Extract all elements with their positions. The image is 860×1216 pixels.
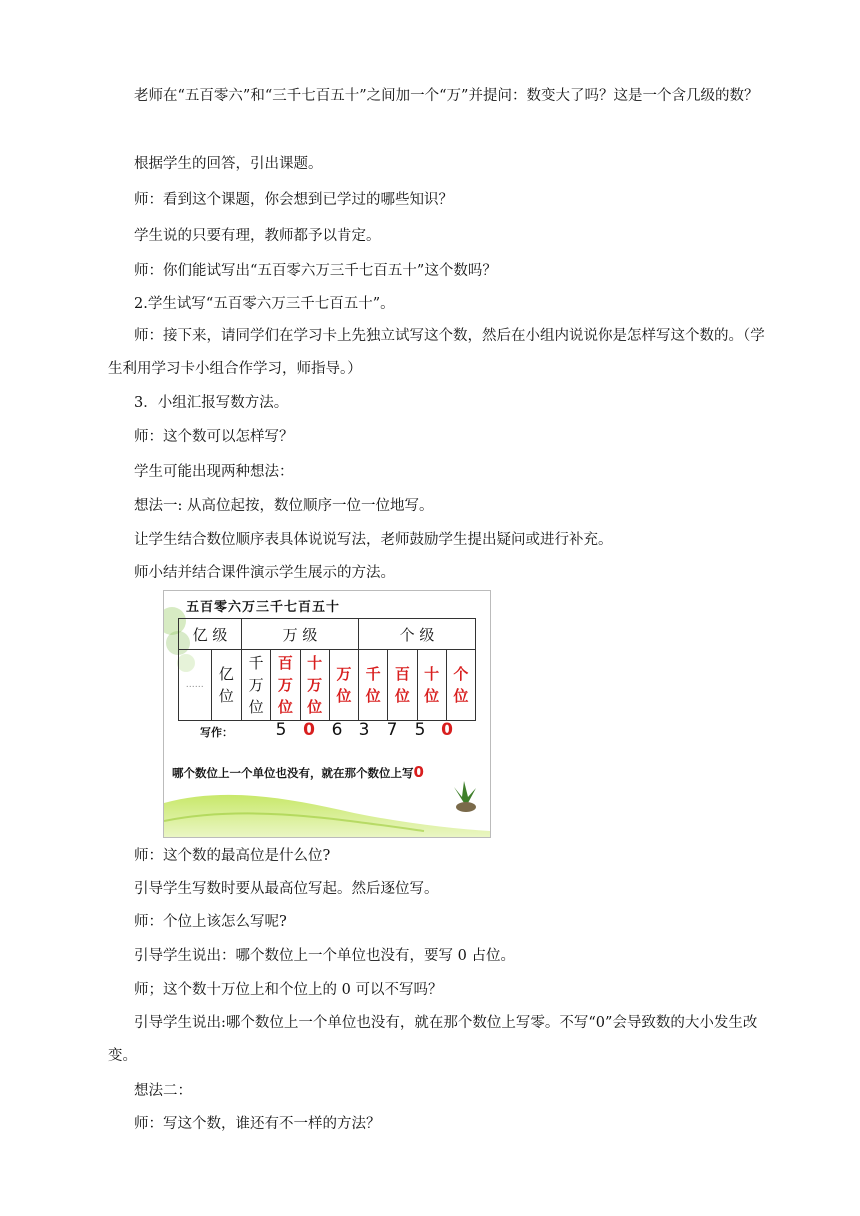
paragraph: 师小结并结合课件演示学生展示的方法。: [134, 565, 395, 581]
paragraph-intro: 老师在“五百零六”和“三千七百五十”之间加一个“万”并提问：数变大了吗？这是一个含几级的数？: [134, 88, 759, 104]
note-zero: 0: [413, 763, 424, 781]
level-ge: 个 级: [359, 619, 476, 650]
written-digit: 0: [303, 720, 315, 740]
paragraph: 引导学生写数时要从最高位写起。然后逐位写。: [134, 881, 439, 897]
paragraph: 师：这个数的最高位是什么位?: [134, 848, 331, 864]
place-column: 百 万 位: [271, 650, 300, 721]
paragraph: 想法二：: [134, 1083, 192, 1099]
paragraph: 学生可能出现两种想法：: [134, 464, 294, 480]
paragraph: 师：你们能试写出“五百零六万三千七百五十”这个数吗？: [134, 263, 497, 279]
level-wan: 万 级: [242, 619, 359, 650]
paragraph: 根据学生的回答，引出课题。: [134, 156, 323, 172]
written-digit: 5: [414, 720, 426, 740]
paragraph: 想法一: 从高位起按，数位顺序一位一位地写。: [134, 498, 434, 514]
written-digit: 7: [386, 720, 398, 740]
written-digit: 0: [441, 720, 453, 740]
paragraph: 引导学生说出：哪个数位上一个单位也没有，要写 0 占位。: [134, 948, 515, 964]
place-column: 十 万 位: [300, 650, 329, 721]
place-column: 十 位: [417, 650, 446, 721]
place-column: 千 万 位: [242, 650, 271, 721]
paragraph: 师：看到这个课题，你会想到已学过的哪些知识？: [134, 192, 453, 208]
place-column: 万 位: [329, 650, 358, 721]
paragraph: 师：写这个数，谁还有不一样的方法？: [134, 1116, 381, 1132]
figure-title: 五百零六万三千七百五十: [186, 600, 341, 615]
paragraph: 学生说的只要有理，教师都予以肯定。: [134, 228, 381, 244]
paragraph: 3．小组汇报写数方法。: [134, 395, 289, 411]
paragraph: 师：接下来，请同学们在学习卡上先独立试写这个数，然后在小组内说说你是怎样写这个数的。（学生利用学习卡小组合作学习，师指导。）: [108, 328, 765, 377]
paragraph: 引导学生说出:哪个数位上一个单位也没有，就在那个数位上写零。不写“0”会导致数的大小发生改变。: [108, 1015, 758, 1064]
place-column: 千 位: [359, 650, 388, 721]
written-digit: 3: [358, 720, 370, 740]
place-value-table: [178, 618, 476, 721]
figure-note: [172, 763, 424, 781]
paragraph: 师：这个数可以怎样写？: [134, 429, 294, 445]
paragraph: 师；这个数十万位上和个位上的 0 可以不写吗？: [134, 982, 443, 998]
written-digit: 5: [275, 720, 287, 740]
level-yi: 亿 级: [179, 619, 242, 650]
paragraph: 师：个位上该怎么写呢?: [134, 914, 287, 930]
place-value-figure: [163, 590, 491, 838]
written-digit: 6: [331, 720, 343, 740]
place-column: 个 位: [446, 650, 475, 721]
place-column: ……: [179, 650, 212, 721]
note-text: 哪个数位上一个单位也没有，就在那个数位上写: [172, 766, 414, 780]
paragraph: 2.学生试写“五百零六万三千七百五十”。: [134, 296, 395, 312]
place-column: 百 位: [388, 650, 417, 721]
paragraph: 让学生结合数位顺序表具体说说写法，老师鼓励学生提出疑问或进行补充。: [134, 532, 613, 548]
place-column: 亿 位: [211, 650, 241, 721]
write-label: 写作：: [200, 726, 233, 739]
